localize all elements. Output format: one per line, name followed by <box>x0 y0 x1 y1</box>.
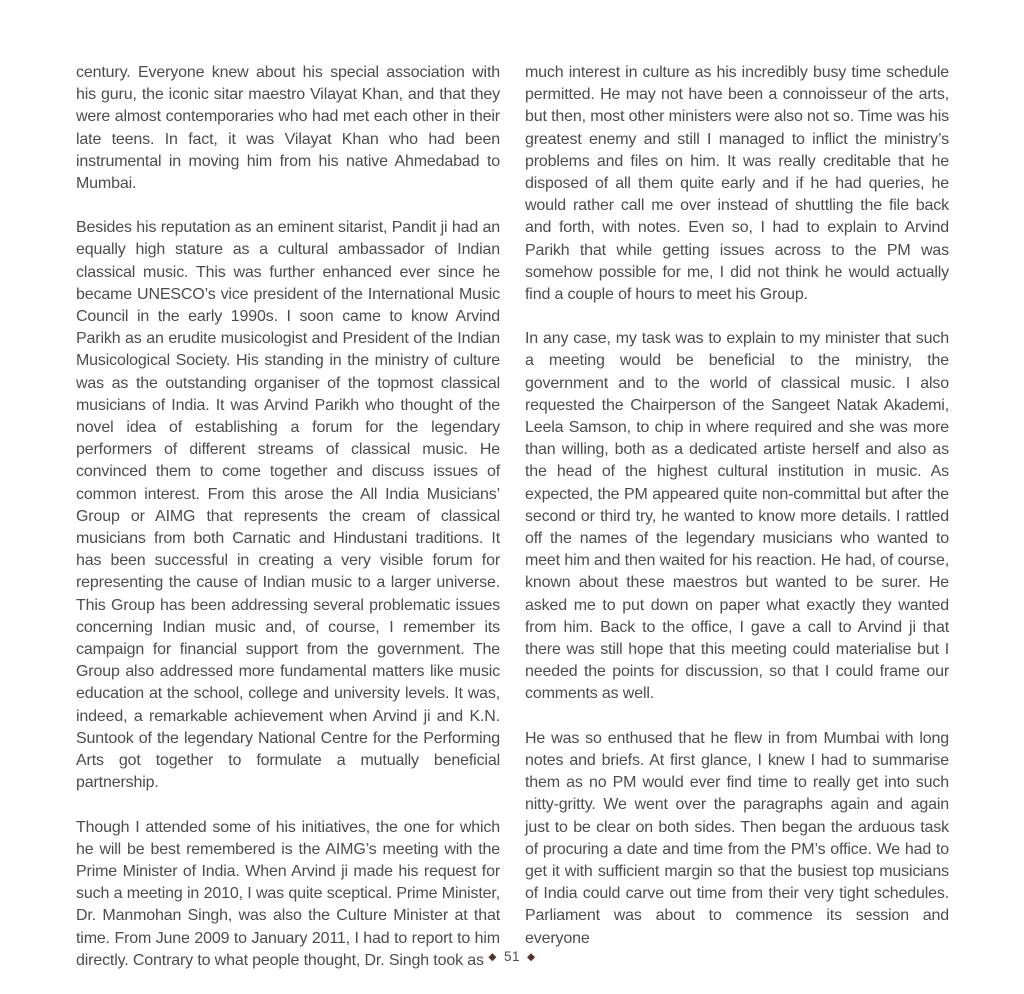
footer-diamond-left-icon: ◆ <box>488 951 497 963</box>
paragraph: He was so enthused that he flew in from Mumbai with long notes and briefs. At first glance, I knew I had to summarise them as no PM would ever find time to really get into such nitty-gritty. We went over the paragraphs again and again just to be clear on both sides. Then began the arduous task of procuring a date and time from the PM’s office. We had to get it with sufficient margin so that the busiest top musicians of India could carve out time from their very tight schedules. Parliament was about to commence its session and everyone <box>525 729 949 947</box>
paragraph: Though I attended some of his initiatives, the one for which he will be best remembered is the AIMG’s meeting with the Prime Minister of India. When Arvind ji made his request for such a meeting in 2010, I was quite sceptical. Prime Minister, Dr. Manmohan Singh, was also the Culture Minister at that time. From June 2009 to January 2011, I had to report to him directly. Contrary to what people thought, Dr. Singh took as <box>76 818 500 969</box>
page-number: 51 <box>503 949 521 964</box>
paragraph: Besides his reputation as an eminent sitarist, Pandit ji had an equally high stature as a cultural ambassador of Indian classical music. This was further enhanced ever since he became UNESCO’s vice president of the International Music Council in the early 1990s. I soon came to know Arvind Parikh as an erudite musicologist and President of the Indian Musicological Society. His standing in the ministry of culture was as the outstanding organiser of the topmost classical musicians of India. It was Arvind Parikh who thought of the novel idea of establishing a forum for the legendary performers of different streams of classical music. He convinced them to come together and discuss issues of common interest. From this arose the All India Musicians’ Group or AIMG that represents the cream of classical musicians from both Carnatic and Hindustani traditions. It has been successful in creating a very visible forum for representing the cause of Indian music to a larger universe. This Group has been addressing several problematic issues concerning Indian music and, of course, I remember its campaign for financial support from the government. The Group also addressed more fundamental matters like music education at the school, college and university levels. It was, indeed, a remarkable achievement when Arvind ji and K.N. Suntook of the legendary National Centre for the Performing Arts got together to formulate a mutually beneficial partnership. <box>76 219 500 792</box>
paragraph: In any case, my task was to explain to my minister that such a meeting would be beneficial to the ministry, the government and to the world of classical music. I also requested the Chairperson of the Sangeet Natak Akademi, Leela Samson, to chip in where required and she was more than willing, both as a dedicated artiste herself and also as the head of the highest cultural institution in music. As expected, the PM appeared quite non-committal but after the second or third try, he wanted to know more details. I rattled off the names of the legendary musicians who wanted to meet him and then waited for his reaction. He had, of course, known about these maestros but wanted to be surer. He asked me to put down on paper what exactly they wanted from him. Back to the office, I gave a call to Arvind ji that there was still hope that this meeting could materialise but I needed the points for discussion, so that I could frame our comments as well. <box>525 330 949 703</box>
text-columns <box>76 62 949 972</box>
paragraph: century. Everyone knew about his special association with his guru, the iconic sitar maestro Vilayat Khan, and that they were almost contemporaries who had met each other in their late teens. In fact, it was Vilayat Khan who had been instrumental in moving him from his native Ahmedabad to Mumbai. <box>76 64 500 193</box>
right-column <box>525 62 949 972</box>
page-footer <box>0 949 1024 964</box>
footer-diamond-right-icon: ◆ <box>527 951 536 963</box>
left-column <box>76 62 500 972</box>
paragraph: much interest in culture as his incredibly busy time schedule permitted. He may not have been a connoisseur of the arts, but then, most other ministers were also not so. Time was his greatest enemy and still I managed to inflict the ministry’s problems and files on him. It was really creditable that he disposed of all them quite early and if he had queries, he would rather call me over instead of shuttling the file back and forth, with notes. Even so, I had to explain to Arvind Parikh that while getting issues across to the PM was somehow possible for me, I did not think he would actually find a couple of hours to meet his Group. <box>525 64 949 304</box>
